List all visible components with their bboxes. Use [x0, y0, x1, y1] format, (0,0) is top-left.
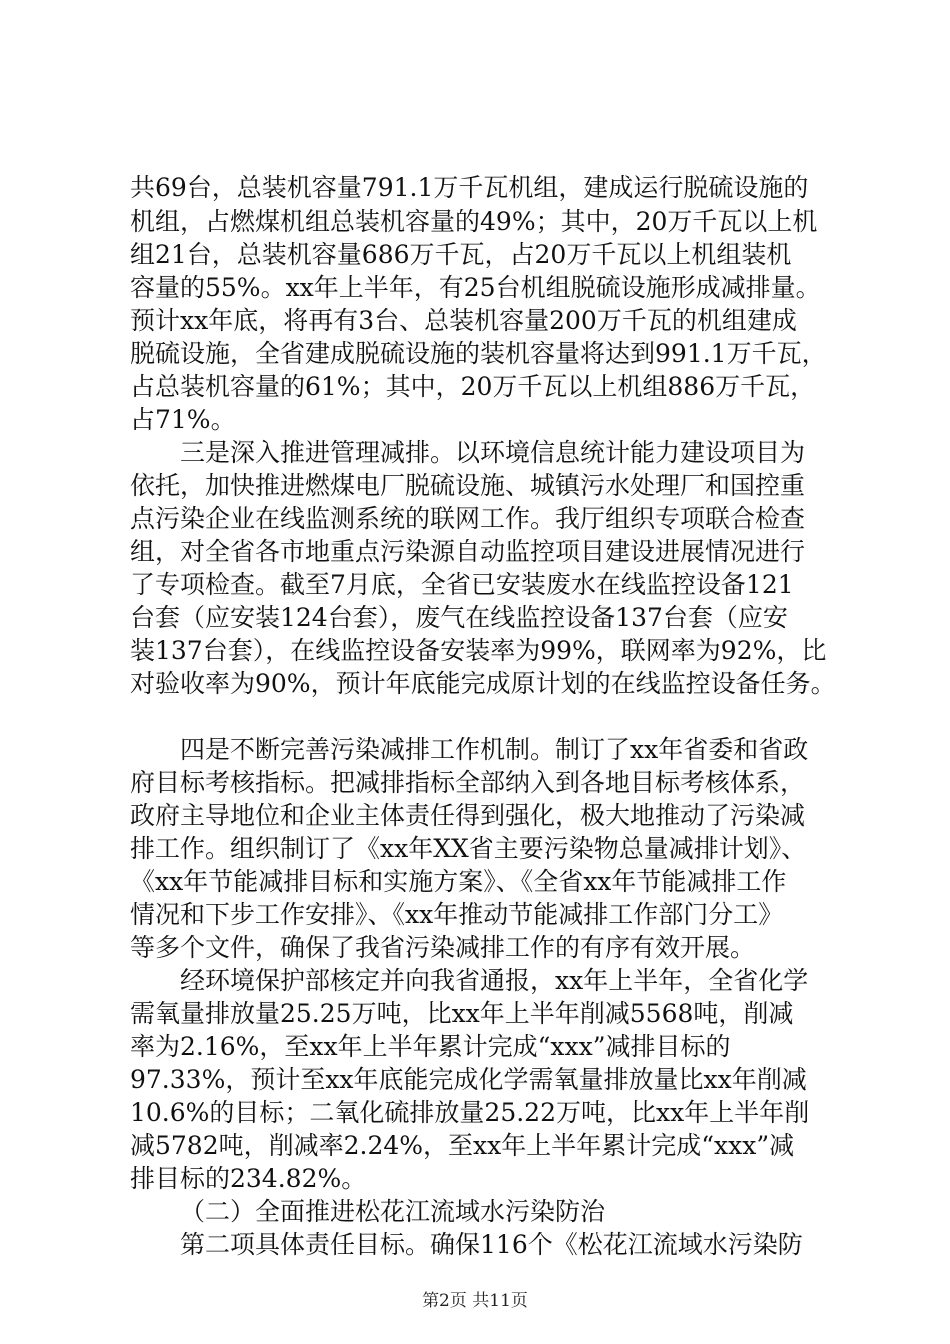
text-line: 对验收率为90%，预计年底能完成原计划的在线监控设备任务。: [130, 669, 836, 698]
text-line: 机组，占燃煤机组总装机容量的49%；其中，20万千瓦以上机: [130, 207, 818, 236]
text-line: 府目标考核指标。把减排指标全部纳入到各地目标考核体系，: [130, 768, 806, 797]
text-line: 了专项检查。截至7月底，全省已安装废水在线监控设备121: [130, 570, 794, 599]
page-number-footer: 第2页 共11页: [422, 1291, 528, 1311]
text-line: 组，对全省各市地重点污染源自动监控项目建设进展情况进行: [130, 537, 806, 566]
text-line: 脱硫设施，全省建成脱硫设施的装机容量将达到991.1万千瓦，: [130, 339, 827, 368]
paragraph-start-line: 四是不断完善污染减排工作机制。制订了xx年省委和省政: [180, 735, 809, 764]
paragraph-start-line: 第二项具体责任目标。确保116个《松花江流域水污染防: [180, 1230, 803, 1259]
text-line: 预计xx年底，将再有3台、总装机容量200万千瓦的机组建成: [130, 306, 797, 335]
text-line: 装137台套），在线监控设备安装率为99%，联网率为92%，比: [130, 636, 827, 665]
text-line: 组21台，总装机容量686万千瓦，占20万千瓦以上机组装机: [130, 240, 792, 269]
paragraph-start-line: 经环境保护部核定并向我省通报，xx年上半年，全省化学: [180, 966, 809, 995]
text-line: 排工作。组织制订了《xx年XX省主要污染物总量减排计划》、: [130, 834, 807, 863]
text-line: 97.33%，预计至xx年底能完成化学需氧量排放量比xx年削减: [130, 1065, 807, 1094]
text-line: 占71%。: [130, 405, 236, 434]
text-line: 《xx年节能减排目标和实施方案》、《全省xx年节能减排工作: [130, 867, 787, 896]
text-line: 容量的55%。xx年上半年，有25台机组脱硫设施形成减排量。: [130, 273, 821, 302]
text-line: 政府主导地位和企业主体责任得到强化，极大地推动了污染减: [130, 801, 806, 830]
text-line: 占总装机容量的61%；其中，20万千瓦以上机组886万千瓦，: [130, 372, 816, 401]
text-line: 需氧量排放量25.25万吨，比xx年上半年削减5568吨，削减: [130, 999, 794, 1028]
text-line: 10.6%的目标；二氧化硫排放量25.22万吨，比xx年上半年削: [130, 1098, 810, 1127]
text-line: 台套（应安装124台套），废气在线监控设备137台套（应安: [130, 603, 788, 632]
paragraph-start-line: 三是深入推进管理减排。以环境信息统计能力建设项目为: [180, 438, 806, 467]
text-line: 情况和下步工作安排》、《xx年推动节能减排工作部门分工》: [130, 900, 784, 929]
text-line: 点污染企业在线监测系统的联网工作。我厅组织专项联合检查: [130, 504, 806, 533]
text-line: 排目标的234.82%。: [130, 1164, 367, 1193]
text-line: 共69台，总装机容量791.1万千瓦机组，建成运行脱硫设施的: [130, 173, 809, 202]
text-line: 减5782吨，削减率2.24%，至xx年上半年累计完成“xxx”减: [130, 1131, 795, 1160]
text-line: 等多个文件，确保了我省污染减排工作的有序有效开展。: [130, 933, 756, 962]
text-line: 率为2.16%，至xx年上半年累计完成“xxx”减排目标的: [130, 1032, 731, 1061]
section-heading: （二）全面推进松花江流域水污染防治: [180, 1197, 606, 1226]
text-line: 依托，加快推进燃煤电厂脱硫设施、城镇污水处理厂和国控重: [130, 471, 806, 500]
